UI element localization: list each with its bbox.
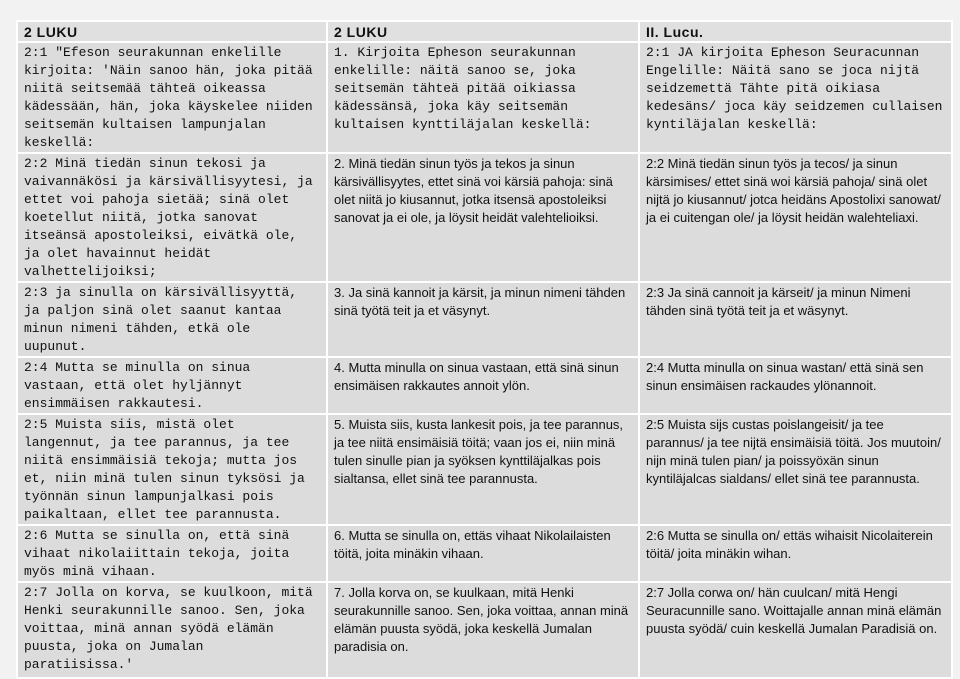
- verse-cell-modern: 2:3 ja sinulla on kärsivällisyyttä, ja paljon sinä olet saanut kantaa minun nimeni tähden, etkä ole uupunut.: [17, 282, 327, 357]
- verse-cell-1776: 6. Mutta se sinulla on, ettäs vihaat Nikolailaisten töitä, joita minäkin vihaan.: [327, 525, 639, 582]
- verse-cell-modern: 2:6 Mutta se sinulla on, että sinä vihaat nikolaiittain tekoja, joita myös minä vihaan.: [17, 525, 327, 582]
- column-header-modern: 2 LUKU: [17, 21, 327, 42]
- table-row: [17, 582, 952, 678]
- verse-cell-1548: 2:1 JA kirjoita Epheson Seuracunnan Engelille: Näitä sano se joca nijtä seidzemettä Tähte pitä oikiasa kedesäns/ joca käy seidzemen cullaisen kyntiläjalan keskellä:: [639, 42, 952, 153]
- verse-cell-1776: 3. Ja sinä kannoit ja kärsit, ja minun nimeni tähden sinä työtä teit ja et väsynyt.: [327, 282, 639, 357]
- column-header-1548: II. Lucu.: [639, 21, 952, 42]
- verse-cell-1548: 2:6 Mutta se sinulla on/ ettäs wihaisit Nicolaiterein töitä/ joita minäkin wihan.: [639, 525, 952, 582]
- column-header-1776: 2 LUKU: [327, 21, 639, 42]
- verse-cell-modern: 2:4 Mutta se minulla on sinua vastaan, että olet hyljännyt ensimmäisen rakkautesi.: [17, 357, 327, 414]
- verse-cell-1548: 2:4 Mutta minulla on sinua wastan/ että sinä sen sinun ensimäisen rackaudes ylönannoit.: [639, 357, 952, 414]
- verse-cell-1548: 2:5 Muista sijs custas poislangeisit/ ja tee parannus/ ja tee nijtä ensimäisiä töitä. Jos muutoin/ nijn minä tulen pian/ ja poissyöxän sinun kyntiläjalcas sialdans/ ellet sinä tee parannusta.: [639, 414, 952, 525]
- verse-cell-1548: 2:2 Minä tiedän sinun työs ja tecos/ ja sinun kärsimises/ ettet sinä woi kärsiä pahoja/ sinä olet nijtä jo kiusannut/ jotca heidäns Apostolixi sanowat/ ja ei cuitengan ole/ ja löysit heidän walehteliaxi.: [639, 153, 952, 282]
- verse-cell-1776: 2. Minä tiedän sinun työs ja tekos ja sinun kärsivällisyytes, ettet sinä voi kärsiä pahoja: sinä olet niitä jo kiusannut, jotka itsensä apostoleiksi sanovat ja ei ole, ja löysit heidät valehtelioiksi.: [327, 153, 639, 282]
- verse-cell-modern: 2:5 Muista siis, mistä olet langennut, ja tee parannus, ja tee niitä ensimmäisiä tekoja; mutta jos et, niin minä tulen sinun tyksösi ja työnnän sinun lampunjalkasi pois paikaltaan, ellet tee parannusta.: [17, 414, 327, 525]
- table-header-row: [17, 21, 952, 42]
- table-row: [17, 525, 952, 582]
- table-row: [17, 42, 952, 153]
- verse-cell-1548: 2:3 Ja sinä cannoit ja kärseit/ ja minun Nimeni tähden sinä työtä teit ja et wäsynyt.: [639, 282, 952, 357]
- verse-cell-1776: 4. Mutta minulla on sinua vastaan, että sinä sinun ensimäisen rakkautes annoit ylön.: [327, 357, 639, 414]
- table-row: [17, 282, 952, 357]
- verse-cell-1548: 2:7 Jolla corwa on/ hän cuulcan/ mitä Hengi Seuracunnille sano. Woittajalle annan minä elämän puusta syödä/ cuin keskellä Jumalan Paradisiä on.: [639, 582, 952, 678]
- verse-cell-modern: 2:1 "Efeson seurakunnan enkelille kirjoita: 'Näin sanoo hän, joka pitää niitä seitsemää tähteä oikeassa kädessään, hän, joka käyskelee niiden seitsemän kultaisen lampunjalan keskellä:: [17, 42, 327, 153]
- verse-cell-modern: 2:7 Jolla on korva, se kuulkoon, mitä Henki seurakunnille sanoo. Sen, joka voittaa, minä annan syödä elämän puusta, joka on Jumalan paratiisissa.': [17, 582, 327, 678]
- verse-cell-modern: 2:2 Minä tiedän sinun tekosi ja vaivannäkösi ja kärsivällisyytesi, ja ettet voi pahoja sietää; sinä olet koetellut niitä, jotka sanovat itseänsä apostoleiksi, eivätkä ole, ja olet havainnut heidät valhettelijoiksi;: [17, 153, 327, 282]
- table-row: [17, 357, 952, 414]
- verse-cell-1776: 1. Kirjoita Epheson seurakunnan enkelille: näitä sanoo se, joka seitsemän tähteä pitää oikiassa kädessänsä, joka käy seitsemän kultaisen kynttiläjalan keskellä:: [327, 42, 639, 153]
- verse-cell-1776: 5. Muista siis, kusta lankesit pois, ja tee parannus, ja tee niitä ensimäisiä töitä; vaan jos ei, niin minä tulen sinulle pian ja syöksen kynttiläjalkas pois sialtansa, ellet sinä tee parannusta.: [327, 414, 639, 525]
- verse-cell-1776: 7. Jolla korva on, se kuulkaan, mitä Henki seurakunnille sanoo. Sen, joka voittaa, annan minä elämän puusta syödä, joka keskellä Jumalan paradisia on.: [327, 582, 639, 678]
- table-row: [17, 414, 952, 525]
- comparison-table: [16, 20, 953, 679]
- table-row: [17, 153, 952, 282]
